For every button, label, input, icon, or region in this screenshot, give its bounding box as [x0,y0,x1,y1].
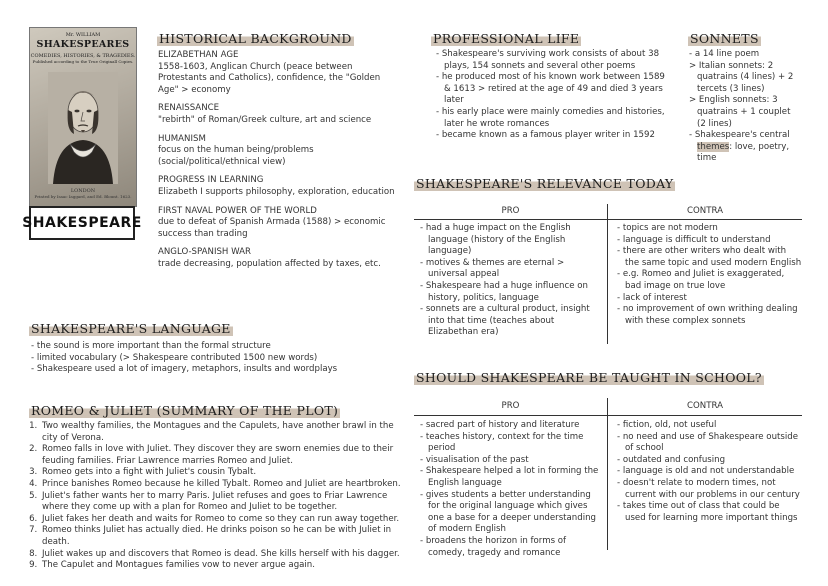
list-item: - had a huge impact on the English language (history of the English language) [420,223,571,257]
historical-block-text: due to defeat of Spanish Armada (1588) > economic success than trading [158,217,386,239]
list-item: 9. The Capulet and Montagues families vow to never argue again. [40,560,410,572]
list-item: - fiction, old, not useful [617,420,717,430]
language-heading [29,322,233,336]
relevance-heading-text: SHAKESPEARE'S RELEVANCE TODAY [416,176,674,191]
list-item: - e.g. Romeo and Juliet is exaggerated, bad image on true love [617,269,785,291]
sonnets-themes-suffix: : love, poetry, time [697,141,790,164]
relevance-heading [414,177,675,191]
book-printer: Printed by Isaac Iaggard, and Ed. Blount. 1623. [34,194,132,199]
list-item: - sacred part of history and literature [420,420,580,430]
list-item: - motives & themes are eternal > universal appeal [420,257,565,280]
historical-block [158,247,402,270]
book-line-2: SHAKESPEARES [36,39,130,50]
list-item: - broadens the horizon in forms of comedy, tragedy and romance [420,535,567,558]
list-item: 5. Juliet's father wants her to marry Paris. Juliet refuses and goes to Friar Lawrence where they come up with a plan for Romeo and Juliet to be together. [40,491,410,514]
professional-heading-text: PROFESSIONAL LIFE [433,31,580,46]
list-item: 4. Prince banishes Romeo because he killed Tybalt. Romeo and Juliet are heartbroken. [40,479,410,491]
list-item: 7. Romeo thinks Juliet has actually died. He drinks poison so he can be with Juliet in death. [40,525,410,548]
shakespeare-portrait [48,72,118,184]
list-item: - gives students a better understanding for the original language which gives one a base for a deeper understanding of modern English [420,489,596,535]
list-item: - language is difficult to understand [617,234,771,245]
language-heading-text: SHAKESPEARE'S LANGUAGE [31,321,231,336]
book-published: Published according to the True Originall Copies. [32,59,134,64]
historical-block-text: focus on the human being/problems (social/political/ethnical view) [158,145,314,167]
language-list [31,341,401,376]
list-item: - outdated and confusing [617,454,726,465]
historical-block-title: RENAISSANCE [158,103,220,114]
school-contra-header: CONTRA [687,401,723,411]
historical-block [158,103,402,126]
relevance-contra-list [617,223,802,327]
list-item: - there are other writers who dealt with the same topic and used modern English [617,246,802,268]
sonnets-themes-prefix: - Shakespeare's central [689,130,790,141]
professional-list [436,49,672,142]
historical-block-text: Elizabeth I supports philosophy, exploration, education [158,186,395,197]
historical-block [158,175,402,198]
historical-block-title: PROGRESS IN LEARNING [158,175,264,186]
historical-block [158,50,402,96]
historical-block [158,206,402,241]
list-item: - he produced most of his known work between 1589 & 1613 > retired at the age of 49 and died 3 years later [436,72,665,106]
table-divider [607,204,608,344]
list-item: - the sound is more important than the formal structure [31,341,271,351]
list-item: - no improvement of own writhing dealing with these complex sonnets [617,304,798,326]
romeo-heading [29,404,340,418]
list-item: - Shakespeare helped a lot in forming the English language [420,466,599,488]
list-item: 3. Romeo gets into a fight with Juliet's cousin Tybalt. [40,467,410,479]
school-table [414,398,802,558]
list-item: > English sonnets: 3 quatrains + 1 couplet (2 lines) [689,95,791,129]
historical-heading-text: HISTORICAL BACKGROUND [159,31,352,46]
romeo-heading-text: ROMEO & JULIET (SUMMARY OF THE PLOT) [31,403,339,418]
historical-block-text: "rebirth" of Roman/Greek culture, art and science [158,114,372,125]
list-item: 6. Juliet fakes her death and waits for Romeo to come so they can run away together. [40,514,410,526]
historical-block-title: HUMANISM [158,133,206,144]
historical-heading [157,32,354,46]
school-heading [414,371,764,385]
list-item: - language is old and not understandable [617,466,795,477]
shakespeare-label: SHAKESPEARE [29,206,135,240]
historical-block-title: FIRST NAVAL POWER OF THE WORLD [158,205,317,216]
historical-block-title: ANGLO-SPANISH WAR [158,247,252,258]
book-cover-image [29,27,137,207]
book-line-3 [30,53,136,65]
relevance-pro-header: PRO [501,206,520,216]
list-item: - Shakespeare used a lot of imagery, metaphors, insults and wordplays [31,364,338,375]
list-item: > Italian sonnets: 2 quatrains (4 lines) + 2 tercets (3 lines) [689,60,794,94]
school-pro-list [420,420,604,559]
list-item: - topics are not modern [617,223,718,233]
list-item: 2. Romeo falls in love with Juliet. They discover they are sworn enemies due to their feuding families. Friar Lawrence marries Romeo and Juliet. [40,444,410,467]
list-item: 1. Two wealthy families, the Montagues and the Capulets, have another brawl in the city of Verona. [40,421,410,444]
sonnets-list [689,49,801,165]
historical-section [158,50,402,278]
table-divider [414,415,802,416]
historical-block-title: ELIZABETHAN AGE [158,50,239,60]
book-london: LONDON [70,188,96,194]
list-item: - his early place were mainly comedies and histories, later he wrote romances [436,106,665,129]
list-item: - visualisation of the past [420,454,529,465]
sonnets-heading-text: SONNETS [690,31,759,46]
romeo-plot-list [30,421,410,572]
relevance-table [414,204,802,344]
list-item: - limited vocabulary (> Shakespeare contributed 1500 new words) [31,352,318,363]
list-item: - Shakespeare's surviving work consists of about 38 plays, 154 sonnets and several other poems [436,49,660,71]
book-line-1: Mr. WILLIAM [65,32,101,38]
list-item: - sonnets are a cultural product, insight into that time (teaches about Elizabethan era) [420,304,590,338]
table-divider [414,219,802,220]
list-item: - teaches history, context for the time period [420,431,584,454]
list-item: - a 14 line poem [689,49,760,59]
list-item: - doesn't relate to modern times, not current with our problems in our century [617,477,800,500]
sonnets-heading [688,32,761,46]
sonnets-themes-highlight: themes [697,141,730,152]
list-item [689,130,801,165]
relevance-pro-list [420,223,604,339]
relevance-contra-header: CONTRA [687,206,723,216]
list-item: - takes time out of class that could be used for learning more important things [617,501,798,523]
professional-heading [431,32,581,46]
book-imprint [30,188,136,200]
historical-block-text: trade decreasing, population affected by taxes, etc. [158,258,381,269]
historical-block [158,134,402,169]
list-item: 8. Juliet wakes up and discovers that Romeo is dead. She kills herself with his dagger. [40,549,410,561]
school-contra-list [617,420,802,524]
list-item: - lack of interest [617,292,687,303]
list-item: - no need and use of Shakespeare outside of school [617,431,798,454]
school-pro-header: PRO [501,401,520,411]
list-item: - became known as a famous player writer in 1592 [436,130,655,141]
book-subtitle: COMEDIES, HISTORIES, & TRAGEDIES. [30,53,136,59]
historical-block-text: 1558-1603, Anglican Church (peace between Protestants and Catholics), confidence, the "Golden Age" > economy [158,61,381,95]
table-divider [607,398,608,550]
school-heading-text: SHOULD SHAKESPEARE BE TAUGHT IN SCHOOL? [416,370,762,385]
list-item: - Shakespeare had a huge influence on history, politics, language [420,280,588,303]
